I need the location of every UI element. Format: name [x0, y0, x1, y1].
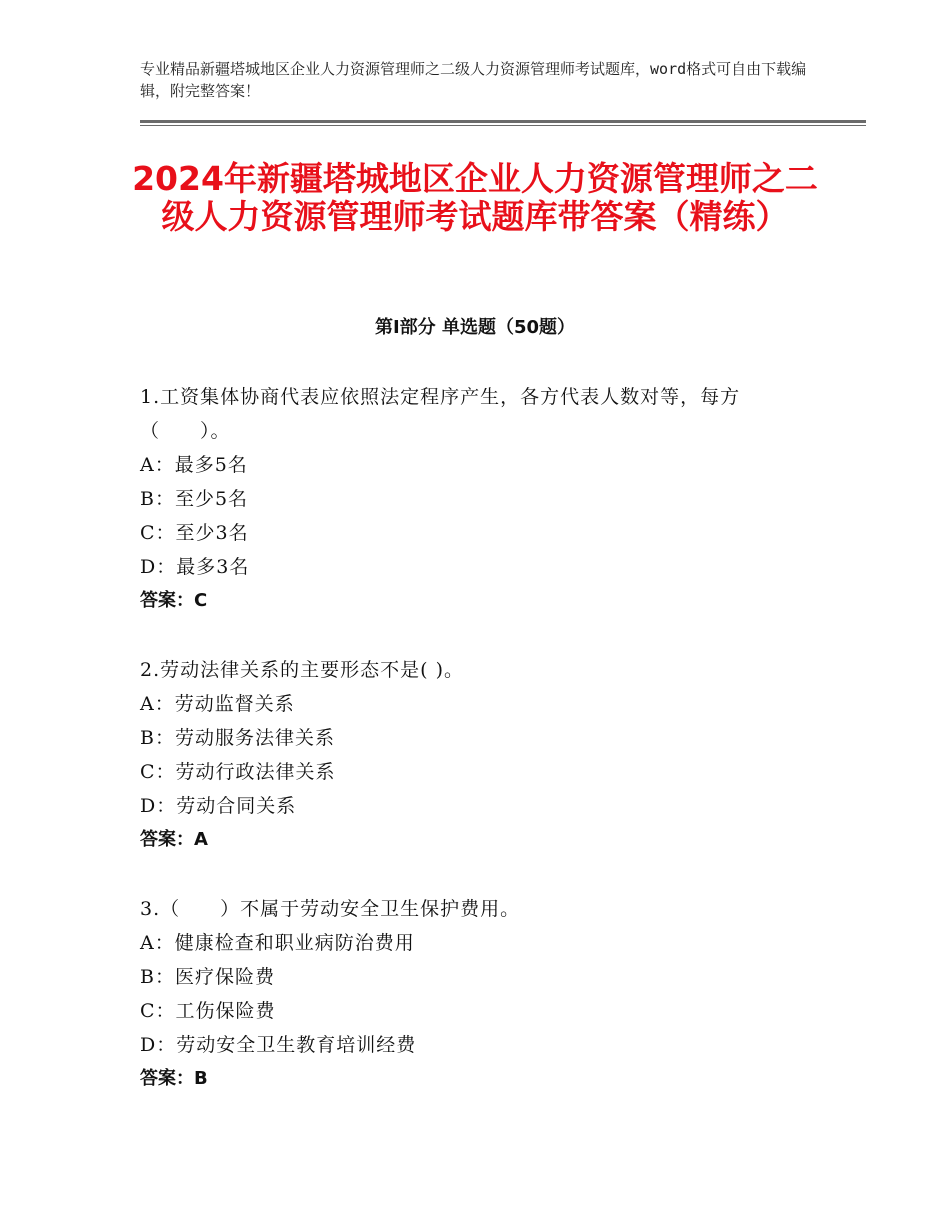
header-divider-thick — [140, 120, 866, 123]
option-a: A：劳动监督关系 — [140, 693, 295, 715]
option-a: A：健康检查和职业病防治费用 — [140, 932, 415, 954]
option-b: B：医疗保险费 — [140, 966, 275, 988]
option-c: C：至少3名 — [140, 522, 249, 544]
header-divider — [140, 120, 866, 126]
option-a: A：最多5名 — [140, 454, 248, 476]
option-b: B：劳动服务法律关系 — [140, 727, 335, 749]
question-stem: 1.工资集体协商代表应依照法定程序产生，各方代表人数对等，每方（ ）。 — [140, 386, 741, 442]
option-c: C：劳动行政法律关系 — [140, 761, 336, 783]
answer-key: 答案：C — [140, 590, 208, 611]
option-b: B：至少5名 — [140, 488, 249, 510]
section-title: 第Ⅰ部分 单选题（50题） — [374, 317, 575, 338]
option-d: D：劳动合同关系 — [140, 795, 297, 817]
answer-key: 答案：A — [140, 829, 208, 850]
question-stem: 2.劳动法律关系的主要形态不是( )。 — [140, 659, 464, 681]
option-d: D：最多3名 — [140, 556, 250, 578]
question-item — [140, 653, 820, 857]
header-divider-thin — [140, 125, 866, 126]
question-item — [140, 892, 820, 1096]
document-title: 2024年新疆塔城地区企业人力资源管理师之二级人力资源管理师考试题库带答案（精练） — [132, 159, 818, 236]
header-note: 专业精品新疆塔城地区企业人力资源管理师之二级人力资源管理师考试题库，word格式可自由下载编辑，附完整答案！ — [140, 60, 807, 100]
option-d: D：劳动安全卫生教育培训经费 — [140, 1034, 417, 1056]
question-item — [140, 380, 820, 618]
answer-key: 答案：B — [140, 1068, 208, 1089]
question-stem: 3.（ ）不属于劳动安全卫生保护费用。 — [140, 898, 521, 920]
option-c: C：工伤保险费 — [140, 1000, 276, 1022]
